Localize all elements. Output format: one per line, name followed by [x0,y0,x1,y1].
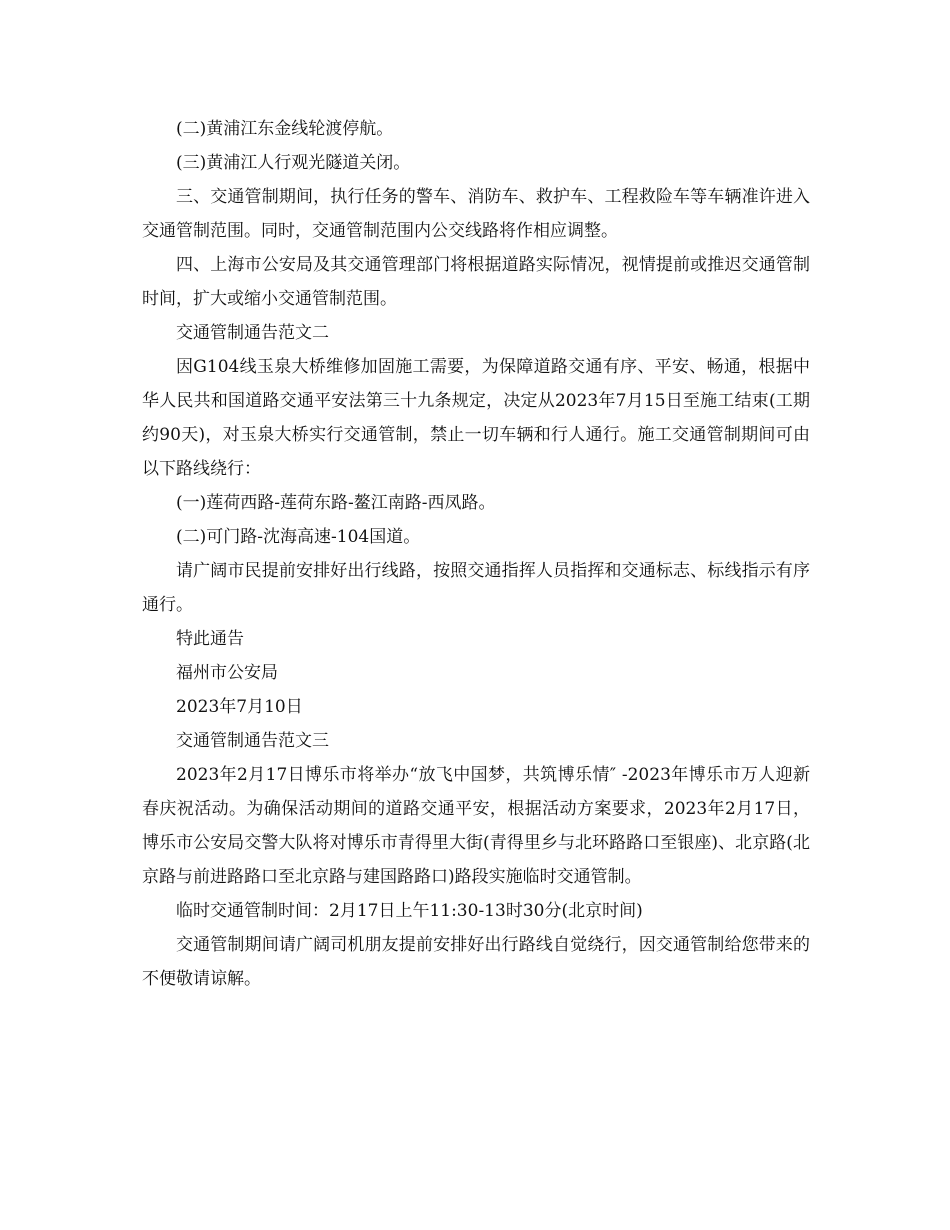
paragraph-item-2: (二)黄浦江东金线轮渡停航。 [176,119,394,139]
detour-route-1: (一)莲荷西路-莲荷东路-鳌江南路-西凤路。 [176,493,496,513]
paragraph-yuquan-bridge-notice: 因G104线玉泉大桥维修加固施工需要，为保障道路交通有序、平安、畅通，根据中华人民共和国道路交通平安法第三十九条规定，决定从2023年7月15日至施工结束(工期约90天)，对玉泉大桥实行交通管制，禁止一切车辆和行人通行。施工交通管制期间可由以下路线绕行： [142,357,810,479]
issuing-authority: 福州市公安局 [176,663,278,683]
section-heading-sample-two: 交通管制通告范文二 [176,323,329,343]
paragraph-apology: 交通管制期间请广阔司机朋友提前安排好出行路线自觉绕行，因交通管制给您带来的不便敬请谅解。 [142,935,810,989]
paragraph-traffic-control-vehicles: 三、交通管制期间，执行任务的警车、消防车、救护车、工程救险车等车辆准许进入交通管制范围。同时，交通管制范围内公交线路将作相应调整。 [142,187,810,241]
paragraph-public-advice: 请广阔市民提前安排好出行线路，按照交通指挥人员指挥和交通标志、标线指示有序通行。 [142,561,810,615]
paragraph-control-time: 临时交通管制时间：2月17日上午11:30-13时30分(北京时间) [176,901,643,921]
paragraph-adjust-control-time: 四、上海市公安局及其交通管理部门将根据道路实际情况，视情提前或推迟交通管制时间，扩大或缩小交通管制范围。 [142,255,810,309]
document-page [142,112,810,996]
section-heading-sample-three: 交通管制通告范文三 [176,731,329,751]
paragraph-item-3: (三)黄浦江人行观光隧道关闭。 [176,153,411,173]
paragraph-bole-event-notice: 2023年2月17日博乐市将举办“放飞中国梦，共筑博乐情″ -2023年博乐市万人迎新春庆祝活动。为确保活动期间的道路交通平安，根据活动方案要求，2023年2月17日，博乐市公安局交警大队将对博乐市青得里大街(青得里乡与北环路路口至银座)、北京路(北京路与前进路路口至北京路与建国路路口)路段实施临时交通管制。 [142,765,810,887]
notice-closing: 特此通告 [176,629,244,649]
detour-route-2: (二)可门路-沈海高速-104国道。 [176,527,421,547]
issue-date: 2023年7月10日 [176,697,303,717]
